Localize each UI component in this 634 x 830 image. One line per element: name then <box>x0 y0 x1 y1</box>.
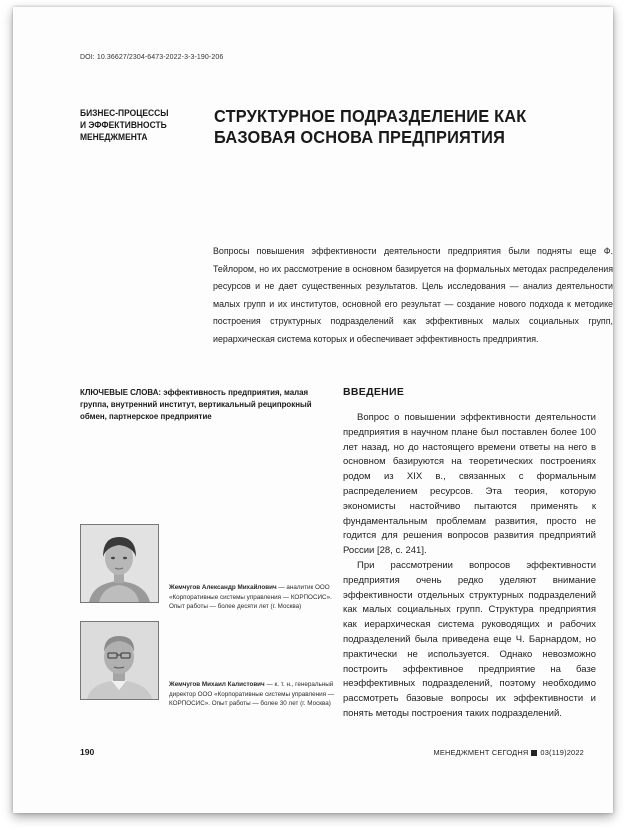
abstract: Вопросы повышения эффективности деятельности предприятия были подняты еще Ф. Тейлором, но их рассмотрение в основном базируется на формальных методах распределения ресурсов и не дает существенных результатов. Цель исследования — анализ деятельности малых групп и их институтов, основной его результат — создание нового подхода к методике построения структурных подразделений как эффективных малых социальных групп, иерархическая система которых и обеспечивает эффективность предприятия. <box>213 246 613 344</box>
section-heading: ВВЕДЕНИЕ <box>343 386 405 398</box>
square-separator-icon <box>531 750 537 756</box>
author-name: Жемчугов Александр Михайлович <box>169 584 277 591</box>
author-photo <box>80 524 159 603</box>
author-description: — аналитик ООО «Корпоративные системы управления — КОРПОСИС». Опыт работы — более десяти лет (г. Москва) <box>169 584 332 610</box>
journal-page <box>13 7 613 813</box>
keywords: КЛЮЧЕВЫЕ СЛОВА: эффективность предприятия, малая группа, внутренний институт, вертикальный реципрокный обмен, партнерское предприятие <box>80 387 312 421</box>
paragraph: Вопрос о повышении эффективности деятельности предприятия в научном плане был поставлен более 100 лет назад, но до настоящего времени ответы на него в основном базируются на теоретических построениях родом из XIX в., связанных с формальным распределением ресурсов. Эта теория, которую экономисты настойчиво пытаются применять к фундаментальным проблемам развития, просто не годится для решения вопросов развития предприятий России [28, с. 241]. <box>343 412 596 557</box>
journal-footer <box>434 748 584 757</box>
doi: DOI: 10.36627/2304-6473-2022-3-3-190-206 <box>80 54 224 61</box>
article-title: СТРУКТУРНОЕ ПОДРАЗДЕЛЕНИЕ КАК БАЗОВАЯ ОСНОВА ПРЕДПРИЯТИЯ <box>214 106 527 147</box>
author-name: Жемчугов Михаил Калистович <box>169 681 265 688</box>
journal-name: МЕНЕДЖМЕНТ СЕГОДНЯ <box>433 748 529 757</box>
author-description: — к. т. н., генеральный директор ООО «Корпоративные системы управления — КОРПОСИС». Опыт работы — более 30 лет (г. Москва) <box>169 681 335 707</box>
author-photo <box>80 621 159 700</box>
author-bio <box>169 583 339 612</box>
author-bio <box>169 680 339 709</box>
paragraph: При рассмотрении вопросов эффективности предприятия очень редко уделяют внимание эффективности отдельных структурных подразделений как малых социальных групп. Структура предприятия как иерархическая система руководящих и рабочих подразделений была приведена еще Ч. Барнардом, но практически не используется. Однако невозможно построить эффективное предприятие на базе неэффективных подразделений, поэтому необходимо рассмотреть базовые вопросы их эффективности и понять методы построения таких подразделений. <box>343 559 596 719</box>
section-rubric: БИЗНЕС-ПРОЦЕССЫ И ЭФФЕКТИВНОСТЬ МЕНЕДЖМЕНТА <box>80 108 169 143</box>
body-text <box>343 411 596 722</box>
page-number: 190 <box>80 747 95 757</box>
journal-issue: 03(119)2022 <box>540 748 584 757</box>
